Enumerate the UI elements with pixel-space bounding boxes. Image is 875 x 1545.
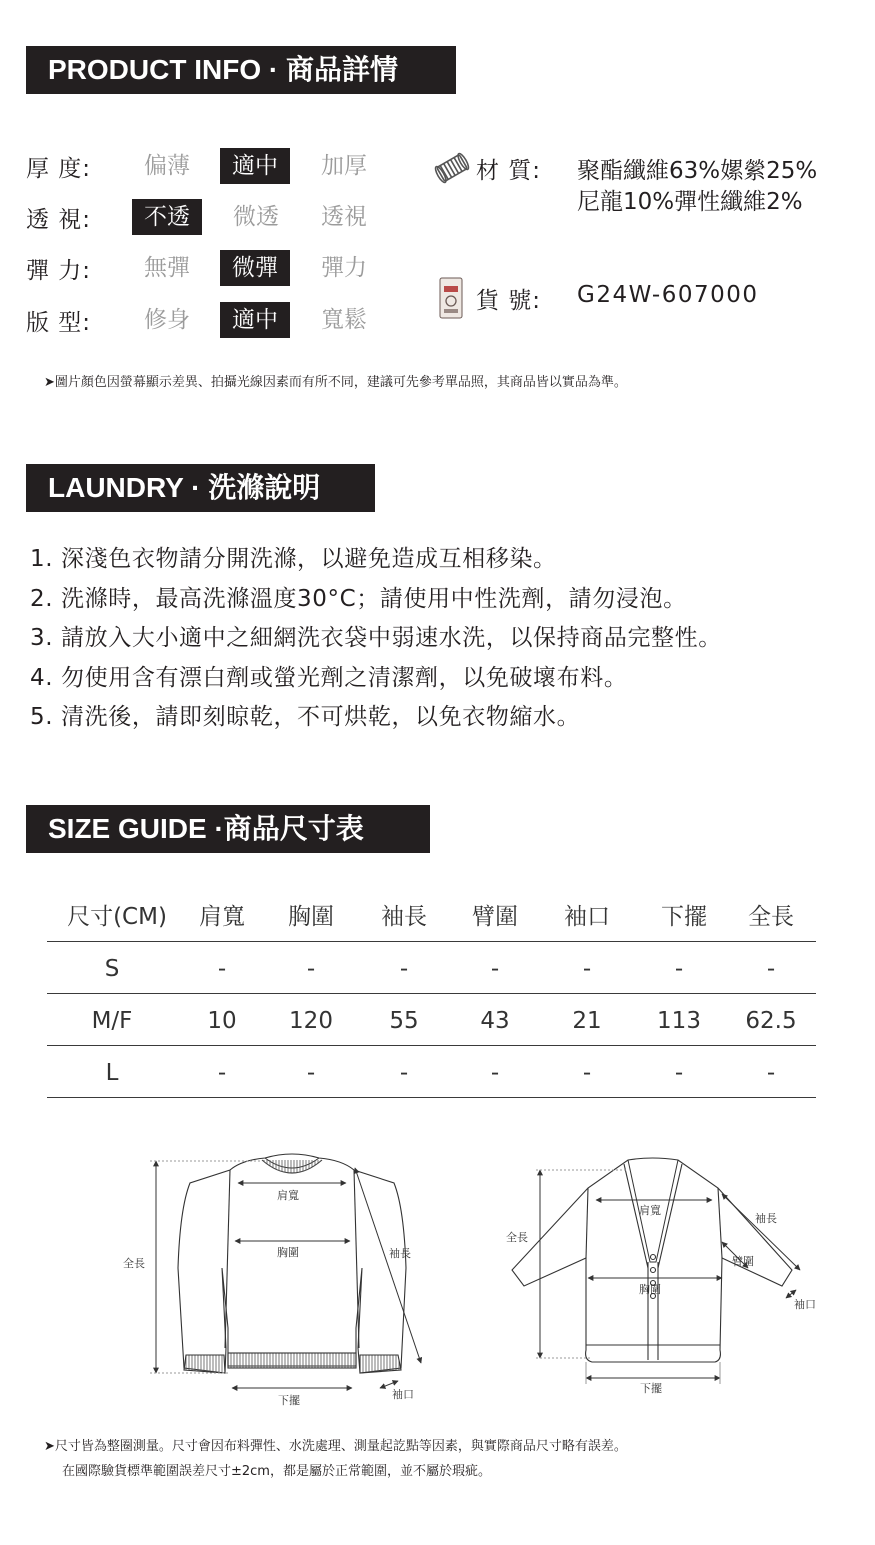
sweater-measurement-diagram xyxy=(110,1148,440,1418)
size-cell: - xyxy=(674,1060,684,1086)
diagram-label-chest: 胸圍 xyxy=(639,1283,661,1296)
item-number-label: 貨 號: xyxy=(476,288,542,314)
diagram-label-hem: 下擺 xyxy=(278,1394,300,1407)
product-info-header: PRODUCT INFO · 商品詳情 xyxy=(26,46,456,94)
attr-label: 透 視: xyxy=(26,207,92,233)
size-cell: M/F xyxy=(91,1008,133,1034)
size-cell: - xyxy=(490,956,500,982)
size-guide-header: SIZE GUIDE ·商品尺寸表 xyxy=(26,805,430,853)
column-header: 袖口 xyxy=(564,904,610,930)
size-cell: L xyxy=(105,1060,119,1086)
size-cell: - xyxy=(399,1060,409,1086)
size-cell: - xyxy=(582,956,592,982)
diagram-label-shoulder: 肩寬 xyxy=(639,1204,661,1217)
diagram-label-shoulder: 肩寬 xyxy=(277,1189,299,1202)
size-note-line1: ➤尺寸皆為整圈測量。尺寸會因布料彈性、水洗處理、測量起訖點等因素，與實際商品尺寸略有誤差。 xyxy=(44,1439,627,1454)
size-cell: 10 xyxy=(207,1008,237,1034)
size-cell: - xyxy=(306,1060,316,1086)
size-cell: - xyxy=(399,956,409,982)
laundry-item: 4. 勿使用含有漂白劑或螢光劑之清潔劑，以免破壞布料。 xyxy=(30,664,628,691)
attr-option: 無彈 xyxy=(144,255,190,281)
attr-option: 寬鬆 xyxy=(321,307,367,333)
size-cell: 113 xyxy=(657,1008,701,1034)
diagram-label-cuff: 袖口 xyxy=(794,1298,816,1311)
size-row-l xyxy=(47,1046,816,1098)
diagram-label-length: 全長 xyxy=(123,1257,145,1270)
item-number-value: G24W-607000 xyxy=(577,282,759,308)
size-cell: 62.5 xyxy=(745,1008,797,1034)
column-header: 胸圍 xyxy=(288,904,334,930)
attr-option: 透視 xyxy=(321,204,367,230)
diagram-label-cuff: 袖口 xyxy=(392,1388,414,1401)
size-row-mf xyxy=(47,994,816,1046)
size-cell: - xyxy=(766,1060,776,1086)
color-disclaimer: ➤圖片顏色因螢幕顯示差異、拍攝光線因素而有所不同，建議可先參考單品照，其商品皆以實品為準。 xyxy=(44,375,627,390)
attr-option-selected: 適中 xyxy=(220,148,290,184)
size-cell: - xyxy=(217,956,227,982)
size-cell: - xyxy=(674,956,684,982)
cardigan-measurement-diagram xyxy=(500,1150,830,1410)
attr-label: 彈 力: xyxy=(26,258,92,284)
attr-option: 加厚 xyxy=(321,153,367,179)
thread-spool-icon xyxy=(433,152,471,184)
tag-icon xyxy=(438,276,464,320)
size-cell: - xyxy=(306,956,316,982)
attr-option: 彈力 xyxy=(321,255,367,281)
size-table-header-row xyxy=(47,890,816,942)
attr-label: 厚 度: xyxy=(26,156,92,182)
diagram-label-chest: 胸圍 xyxy=(277,1246,299,1259)
attr-option: 偏薄 xyxy=(144,153,190,179)
column-header: 下擺 xyxy=(661,904,707,930)
column-header: 臂圍 xyxy=(472,904,518,930)
laundry-item: 5. 清洗後，請即刻晾乾，不可烘乾，以免衣物縮水。 xyxy=(30,704,581,730)
size-cell: 21 xyxy=(572,1008,602,1034)
size-cell: S xyxy=(104,956,120,982)
size-cell: - xyxy=(582,1060,592,1086)
attr-option-selected: 微彈 xyxy=(220,250,290,286)
attr-label: 版 型: xyxy=(26,310,92,336)
material-value-line1: 聚酯纖維63%嫘縈25% xyxy=(577,158,818,184)
size-note-line2: 在國際驗貨標準範圍誤差尺寸±2cm，都是屬於正常範圍，並不屬於瑕疵。 xyxy=(62,1464,491,1479)
attr-option: 微透 xyxy=(233,204,279,230)
diagram-label-sleeve: 袖長 xyxy=(755,1212,777,1225)
size-row-s xyxy=(47,942,816,994)
column-header: 袖長 xyxy=(381,904,427,930)
diagram-label-sleeve: 袖長 xyxy=(389,1247,411,1260)
laundry-item: 2. 洗滌時，最高洗滌溫度30°C；請使用中性洗劑，請勿浸泡。 xyxy=(30,585,687,612)
diagram-label-hem: 下擺 xyxy=(640,1382,662,1395)
diagram-label-length: 全長 xyxy=(506,1231,528,1244)
material-value-line2: 尼龍10%彈性纖維2% xyxy=(577,189,803,215)
attr-option: 修身 xyxy=(144,307,190,333)
size-cell: - xyxy=(766,956,776,982)
attr-option-selected: 適中 xyxy=(220,302,290,338)
size-cell: - xyxy=(217,1060,227,1086)
size-table xyxy=(47,890,816,1098)
laundry-item: 1. 深淺色衣物請分開洗滌，以避免造成互相移染。 xyxy=(30,546,557,572)
column-header: 尺寸(CM) xyxy=(67,904,167,930)
size-cell: 120 xyxy=(289,1008,333,1034)
column-header: 肩寬 xyxy=(199,904,245,930)
laundry-header: LAUNDRY · 洗滌說明 xyxy=(26,464,375,512)
size-cell: - xyxy=(490,1060,500,1086)
laundry-item: 3. 請放入大小適中之細網洗衣袋中弱速水洗，以保持商品完整性。 xyxy=(30,625,722,651)
size-cell: 55 xyxy=(389,1008,419,1034)
size-cell: 43 xyxy=(480,1008,510,1034)
attr-option-selected: 不透 xyxy=(132,199,202,235)
laundry-list xyxy=(30,540,722,738)
material-label: 材 質: xyxy=(476,158,542,184)
diagram-label-arm: 臂圍 xyxy=(732,1255,754,1268)
column-header: 全長 xyxy=(748,904,794,930)
